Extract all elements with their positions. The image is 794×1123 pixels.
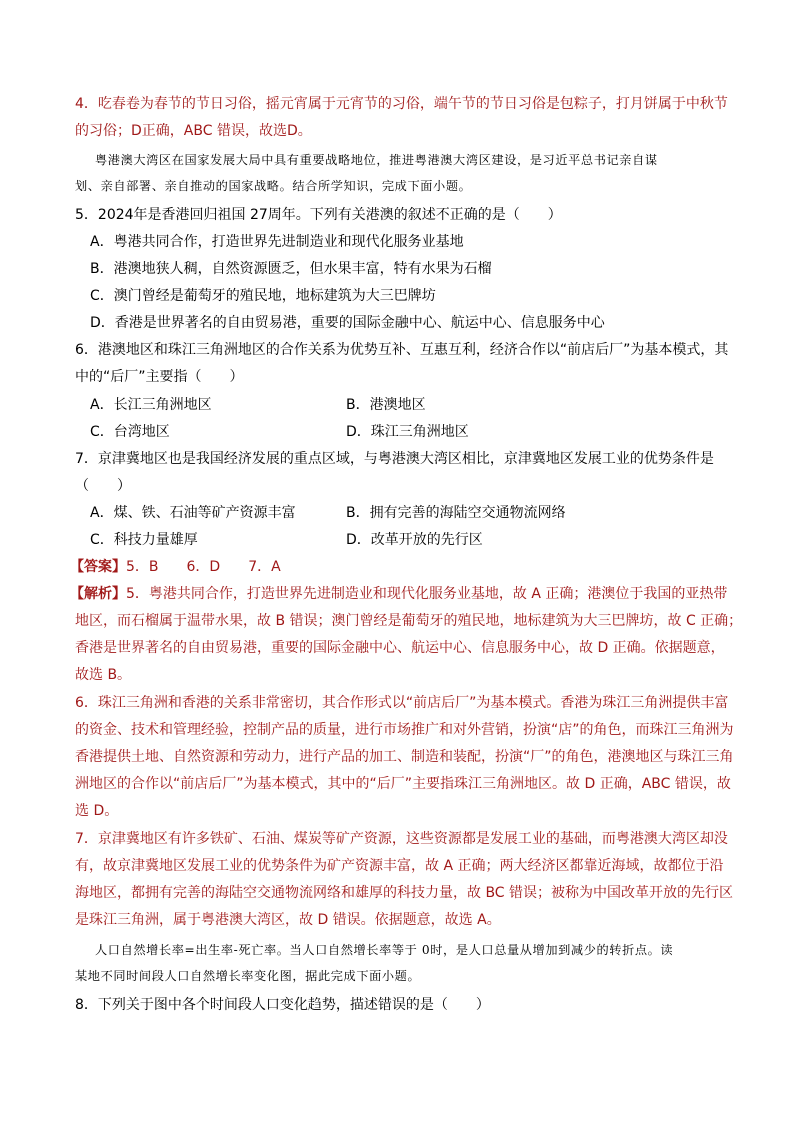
question-7-stem-line-1: 7．京津冀地区也是我国经济发展的重点区域，与粤港澳大湾区相比，京津冀地区发展工业的优势条件是 xyxy=(75,451,714,467)
material-1-line-1: 粤港澳大湾区在国家发展大局中具有重要战略地位，推进粤港澳大湾区建设，是习近平总书记亲自谋 xyxy=(95,153,658,167)
analysis-q5-line-4: 故选 B。 xyxy=(75,667,132,683)
question-5-option-d: D．香港是世界著名的自由贸易港，重要的国际金融中心、航运中心、信息服务中心 xyxy=(90,315,605,331)
question-7-stem-line-2: （ ） xyxy=(75,478,131,494)
question-6-option-b: B．港澳地区 xyxy=(346,397,426,413)
question-8-stem: 8．下列关于图中各个时间段人口变化趋势，描述错误的是（ ） xyxy=(75,997,490,1013)
answer-line xyxy=(70,557,281,577)
analysis-tag: 【解析】 xyxy=(70,586,126,602)
question-5-option-a: A．粤港共同合作，打造世界先进制造业和现代化服务业基地 xyxy=(90,234,464,250)
analysis-q7-line-2: 有，故京津冀地区发展工业的优势条件为矿产资源丰富，故 A 正确；两大经济区都靠近海域，故都位于沿 xyxy=(75,858,724,874)
analysis-q6-line-2: 的资金、技术和管理经验，控制产品的质量，进行市场推广和对外营销，扮演“店”的角色，而珠江三角洲为 xyxy=(75,722,734,738)
question-5-option-c: C．澳门曾经是葡萄牙的殖民地，地标建筑为大三巴牌坊 xyxy=(90,288,436,304)
analysis-q7-line-1: 7．京津冀地区有许多铁矿、石油、煤炭等矿产资源，这些资源都是发展工业的基础，而粤港澳大湾区却没 xyxy=(75,831,728,847)
question-7-option-c: C．科技力量雄厚 xyxy=(90,532,198,548)
analysis-q5-text-1: 5．粤港共同合作，打造世界先进制造业和现代化服务业基地，故 A 正确；港澳位于我国的亚热带 xyxy=(126,586,728,602)
material-2-line-2: 某地不同时间段人口自然增长率变化图，据此完成下面小题。 xyxy=(75,969,421,983)
analysis-q5-line-2: 地区，而石榴属于温带水果，故 B 错误；澳门曾经是葡萄牙的殖民地，地标建筑为大三巴牌坊，故 C 正确； xyxy=(75,613,743,629)
q4-answer-line-2: 的习俗；D正确，ABC 错误，故选D。 xyxy=(75,123,312,139)
question-6-option-c: C．台湾地区 xyxy=(90,424,170,440)
analysis-q6-line-1: 6．珠江三角洲和香港的关系非常密切，其合作形式以“前店后厂”为基本模式。香港为珠江三角洲提供丰富 xyxy=(75,695,729,711)
analysis-q6-line-5: 选 D。 xyxy=(75,803,119,819)
question-5-stem: 5．2024年是香港回归祖国 27周年。下列有关港澳的叙述不正确的是（ ） xyxy=(75,207,562,223)
question-7-option-d: D．改革开放的先行区 xyxy=(346,532,483,548)
material-1-line-2: 划、亲自部署、亲自推动的国家战略。结合所学知识，完成下面小题。 xyxy=(75,179,472,193)
question-7-option-b: B．拥有完善的海陆空交通物流网络 xyxy=(346,505,566,521)
question-6-option-d: D．珠江三角洲地区 xyxy=(346,424,469,440)
analysis-q7-line-4: 是珠江三角洲，属于粤港澳大湾区，故 D 错误。依据题意，故选 A。 xyxy=(75,912,501,928)
question-6-option-a: A．长江三角洲地区 xyxy=(90,397,212,413)
analysis-q6-line-4: 洲地区的合作以“前店后厂”为基本模式，其中的“后厂”主要指珠江三角洲地区。故 D 正确，ABC 错误，故 xyxy=(75,776,731,792)
analysis-q6-line-3: 香港提供土地、自然资源和劳动力，进行产品的加工、制造和装配，扮演“厂”的角色，港澳地区与珠江三角 xyxy=(75,749,734,765)
answer-values: 5．B 6．D 7．A xyxy=(126,559,281,575)
question-6-stem-line-1: 6．港澳地区和珠江三角洲地区的合作关系为优势互补、互惠互利，经济合作以“前店后厂”为基本模式，其 xyxy=(75,342,729,358)
question-6-stem-line-2: 中的“后厂”主要指（ ） xyxy=(75,369,244,385)
analysis-q7-line-3: 海地区，都拥有完善的海陆空交通物流网络和雄厚的科技力量，故 BC 错误；被称为中国改革开放的先行区 xyxy=(75,885,734,901)
q4-answer-line-1: 4．吃春卷为春节的节日习俗，摇元宵属于元宵节的习俗，端午节的节日习俗是包粽子，打月饼属于中秋节 xyxy=(75,96,728,112)
material-2-line-1: 人口自然增长率=出生率-死亡率。当人口自然增长率等于 0时，是人口总量从增加到减少的转折点。读 xyxy=(95,943,674,957)
analysis-q5-line-1 xyxy=(70,584,727,604)
question-5-option-b: B．港澳地狭人稠，自然资源匮乏，但水果丰富，特有水果为石榴 xyxy=(90,261,492,277)
answer-tag: 【答案】 xyxy=(70,559,126,575)
analysis-q5-line-3: 香港是世界著名的自由贸易港，重要的国际金融中心、航运中心、信息服务中心，故 D 正确。依据题意， xyxy=(75,640,725,656)
question-7-option-a: A．煤、铁、石油等矿产资源丰富 xyxy=(90,505,296,521)
